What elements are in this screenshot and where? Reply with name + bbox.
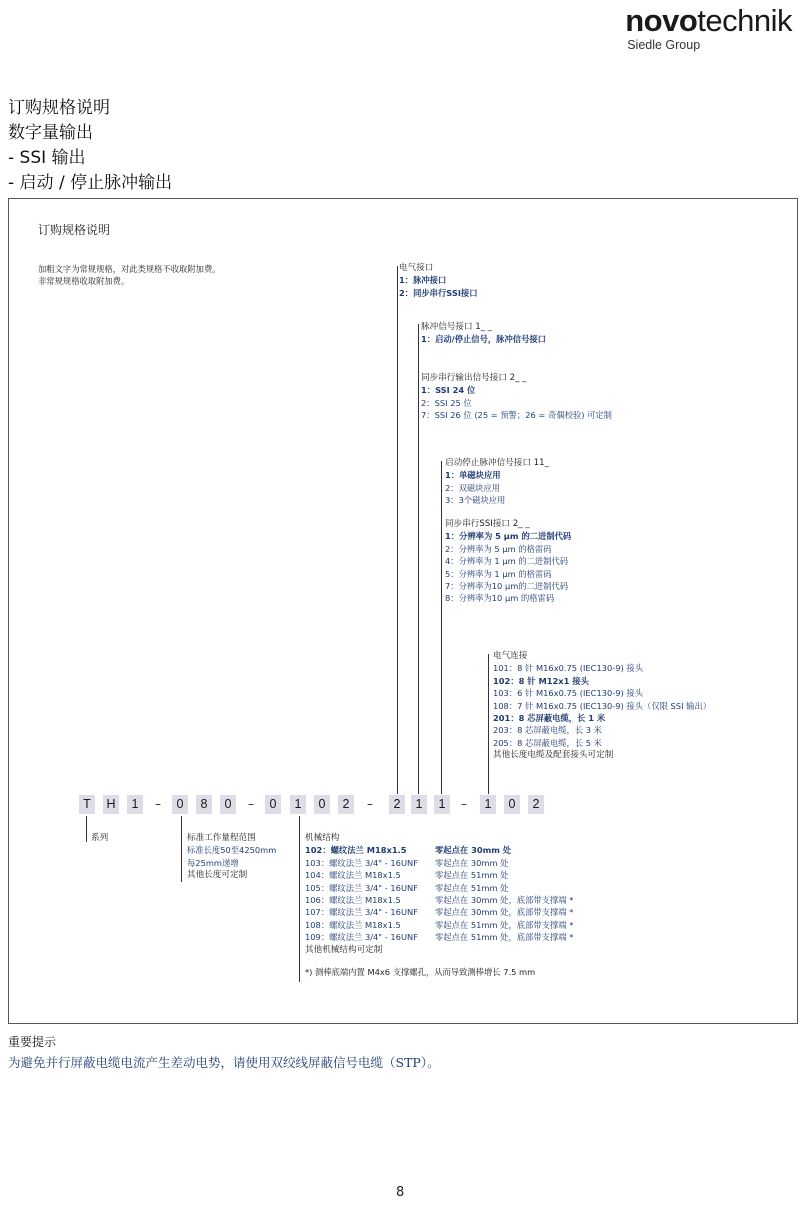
intro-line: 非常规规格收取附加费。 — [38, 276, 130, 287]
code-char: 8 — [196, 795, 212, 814]
electrical-interface-block — [399, 262, 478, 299]
option-item: 8：分辨率为10 μm 的格雷码 — [445, 593, 555, 604]
ssi-output-interface-block — [421, 372, 612, 422]
ssi-interface-block — [445, 518, 571, 605]
mechanical-row — [305, 869, 635, 881]
option-item: 其他长度可定制 — [187, 870, 248, 881]
note-text: 为避免并行屏蔽电缆电流产生差动电势，请使用双绞线屏蔽信号电缆（STP）。 — [8, 1055, 440, 1070]
code-char: 2 — [389, 795, 405, 814]
option-item: 203：8 芯屏蔽电缆，长 3 米 — [493, 725, 602, 736]
option-item: 5：分辨率为 1 μm 的格雷码 — [445, 568, 552, 579]
mechanical-flange: 109：螺纹法兰 3/4" - 16UNF — [305, 932, 419, 943]
option-item: 103：6 针 M16x0.75 (IEC130-9) 接头 — [493, 688, 644, 699]
code-char: 0 — [314, 795, 330, 814]
logo-light-text: technik — [697, 3, 792, 38]
mechanical-zero-point: 零起点在 30mm 处，底部带支撑端 * — [435, 907, 574, 918]
connector-line — [86, 816, 87, 842]
code-char: H — [103, 795, 119, 814]
option-item: 7：分辨率为10 μm的二进制代码 — [445, 581, 569, 592]
pulse-interface-title: 脉冲信号接口 1_ _ — [421, 322, 493, 332]
option-item: 每25mm递增 — [187, 857, 239, 868]
option-item: 3：3个磁块应用 — [445, 495, 506, 506]
option-item: 1：单磁块应用 — [445, 470, 501, 481]
option-item: 205：8 芯屏蔽电缆，长 5 米 — [493, 737, 602, 748]
code-char: 1 — [127, 795, 143, 814]
series-title: 系列 — [91, 833, 109, 843]
connector-line — [418, 324, 419, 794]
option-item: 201：8 芯屏蔽电缆，长 1 米 — [493, 713, 606, 724]
connector-line — [441, 461, 442, 794]
option-item: 标准长度50至4250mm — [187, 845, 277, 856]
electrical-connection-footer: 其他长度电缆及配套接头可定制 — [493, 750, 614, 761]
mechanical-flange: 102：螺纹法兰 M18x1.5 — [305, 845, 407, 856]
mechanical-flange: 103：螺纹法兰 3/4" - 16UNF — [305, 857, 419, 868]
mechanical-flange: 105：螺纹法兰 3/4" - 16UNF — [305, 882, 419, 893]
code-dash: – — [367, 797, 373, 811]
electrical-connection-title: 电气连接 — [493, 651, 528, 661]
measuring-range-title: 标准工作量程范围 — [187, 833, 256, 843]
intro-text — [38, 263, 221, 288]
measuring-range-block — [187, 832, 276, 882]
mechanical-flange: 107：螺纹法兰 3/4" - 16UNF — [305, 907, 419, 918]
mechanical-flange: 108：螺纹法兰 M18x1.5 — [305, 919, 401, 930]
mechanical-block — [305, 832, 635, 978]
mechanical-row — [305, 882, 635, 894]
title-line: 订购规格说明 — [8, 98, 110, 118]
mechanical-flange: 104：螺纹法兰 M18x1.5 — [305, 870, 401, 881]
code-char: 2 — [528, 795, 544, 814]
option-item: 2：同步串行SSI接口 — [399, 287, 478, 298]
mechanical-flange: 106：螺纹法兰 M18x1.5 — [305, 894, 401, 905]
option-item: 1：启动/停止信号，脉冲信号接口 — [421, 334, 546, 345]
code-char: 2 — [338, 795, 354, 814]
code-char: 0 — [504, 795, 520, 814]
option-item: 1：分辨率为 5 μm 的二进制代码 — [445, 531, 572, 542]
electrical-connection-block — [493, 650, 711, 762]
option-item: 102：8 针 M12x1 接头 — [493, 675, 589, 686]
option-item: 101：8 针 M16x0.75 (IEC130-9) 接头 — [493, 663, 644, 674]
connector-line — [397, 266, 398, 794]
mechanical-title: 机械结构 — [305, 833, 340, 843]
start-stop-interface-block — [445, 457, 549, 507]
mechanical-zero-point: 零起点在 51mm 处 — [435, 870, 509, 881]
ssi-interface-title: 同步串行SSI接口 2_ _ — [445, 519, 530, 529]
page-title — [8, 96, 172, 196]
connector-line — [299, 816, 300, 982]
option-item: 1：脉冲接口 — [399, 275, 447, 286]
mechanical-row — [305, 919, 635, 931]
mechanical-zero-point: 零起点在 30mm 处 — [435, 845, 512, 856]
connector-line — [488, 654, 489, 794]
start-stop-interface-title: 启动停止脉冲信号接口 11_ — [445, 458, 549, 468]
code-dash: – — [155, 797, 161, 811]
company-logo — [625, 4, 792, 52]
code-char: 0 — [220, 795, 236, 814]
code-dash: – — [248, 797, 254, 811]
logo-subtitle: Siedle Group — [627, 38, 701, 52]
code-char: 1 — [480, 795, 496, 814]
mechanical-zero-point: 零起点在 51mm 处，底部带支撑端 * — [435, 919, 574, 930]
page-number: 8 — [396, 1185, 405, 1200]
code-char: 0 — [265, 795, 281, 814]
option-item: 108：7 针 M16x0.75 (IEC130-9) 接头（仅限 SSI 输出） — [493, 700, 712, 711]
mechanical-row — [305, 894, 635, 906]
mechanical-row — [305, 844, 635, 856]
title-line: - 启动 / 停止脉冲输出 — [8, 173, 173, 193]
title-line: 数字量输出 — [8, 123, 93, 143]
mechanical-zero-point: 零起点在 51mm 处 — [435, 882, 509, 893]
option-item: 2：分辨率为 5 μm 的格雷码 — [445, 543, 552, 554]
mechanical-zero-point: 零起点在 30mm 处，底部带支撑端 * — [435, 894, 574, 905]
code-char: 1 — [434, 795, 450, 814]
code-dash: – — [461, 797, 467, 811]
title-line: - SSI 输出 — [8, 148, 86, 168]
electrical-interface-title: 电气接口 — [399, 263, 434, 273]
mechanical-zero-point: 零起点在 51mm 处，底部带支撑端 * — [435, 932, 574, 943]
mechanical-row — [305, 931, 635, 943]
code-char: 1 — [290, 795, 306, 814]
mechanical-row — [305, 857, 635, 869]
pulse-interface-block — [421, 321, 546, 346]
option-item: 4：分辨率为 1 μm 的二进制代码 — [445, 556, 569, 567]
connector-line — [181, 816, 182, 882]
mechanical-zero-point: 零起点在 30mm 处 — [435, 857, 509, 868]
code-char: 1 — [411, 795, 427, 814]
mechanical-footer: 其他机械结构可定制 — [305, 944, 383, 955]
note-title: 重要提示 — [8, 1035, 57, 1049]
option-item: 1：SSI 24 位 — [421, 385, 476, 396]
option-item: 7：SSI 26 位 (25 = 预警；26 = 奇偶校验) 可定制 — [421, 410, 612, 421]
mechanical-footnote: *) 测棒底端内置 M4x6 支撑螺孔，从而导致测棒增长 7.5 mm — [305, 966, 536, 977]
logo-bold-text: novo — [625, 3, 698, 38]
section-title: 订购规格说明 — [38, 223, 111, 237]
code-char: 0 — [172, 795, 188, 814]
ssi-output-interface-title: 同步串行输出信号接口 2_ _ — [421, 373, 527, 383]
option-item: 2：双磁块应用 — [445, 482, 501, 493]
intro-line: 加粗文字为常规规格，对此类规格不收取附加费。 — [38, 264, 221, 274]
option-item: 2：SSI 25 位 — [421, 397, 472, 408]
code-char: T — [79, 795, 95, 814]
mechanical-row — [305, 906, 635, 918]
